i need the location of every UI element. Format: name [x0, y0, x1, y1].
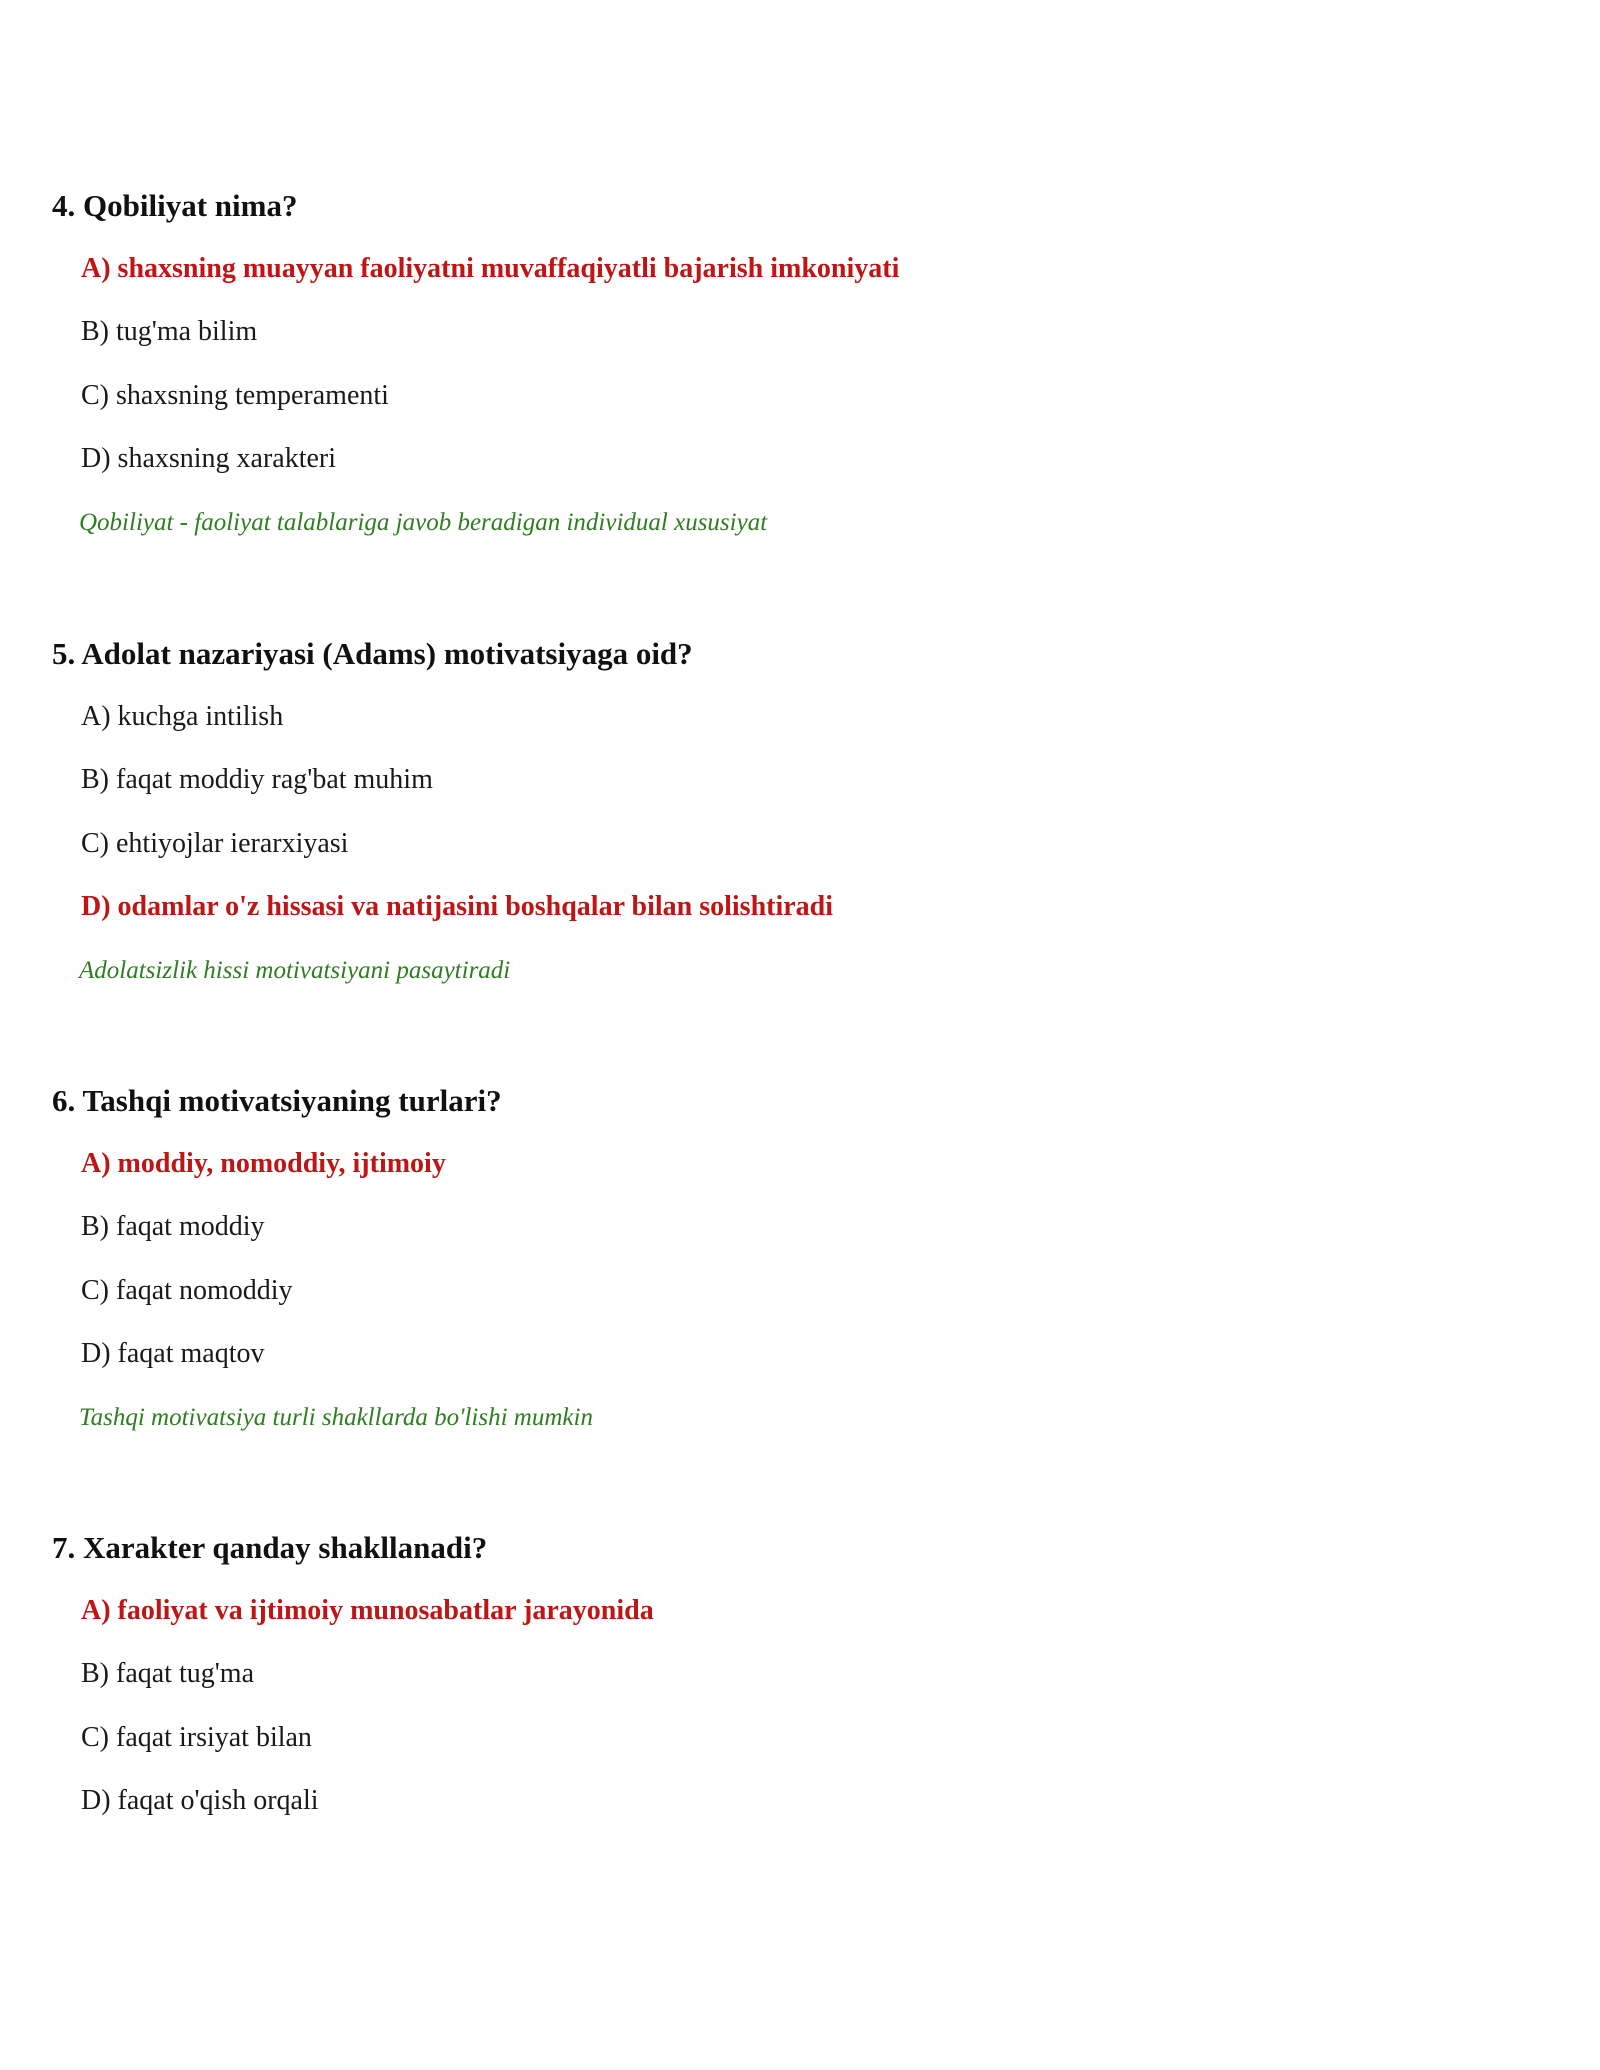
option-c: C) faqat nomoddiy [81, 1275, 293, 1306]
explanation-text: Adolatsizlik hissi motivatsiyani pasaytiradi [79, 957, 511, 984]
option-c: C) faqat irsiyat bilan [81, 1722, 312, 1753]
explanation-text: Tashqi motivatsiya turli shakllarda bo'lishi mumkin [79, 1404, 593, 1431]
question-title: 4. Qobiliyat nima? [52, 188, 298, 223]
question-title: 6. Tashqi motivatsiyaning turlari? [52, 1083, 502, 1118]
option-b: B) tug'ma bilim [81, 316, 258, 347]
option-d: D) faqat o'qish orqali [81, 1785, 319, 1816]
option-c: C) shaxsning temperamenti [81, 380, 389, 411]
explanation-text: Qobiliyat - faoliyat talablariga javob beradigan individual xususiyat [79, 509, 768, 536]
question-title: 7. Xarakter qanday shakllanadi? [52, 1530, 488, 1565]
option-d: D) odamlar o'z hissasi va natijasini boshqalar bilan solishtiradi [81, 891, 834, 922]
option-a: A) moddiy, nomoddiy, ijtimoiy [81, 1148, 446, 1179]
option-b: B) faqat moddiy [81, 1211, 265, 1242]
question-title: 5. Adolat nazariyasi (Adams) motivatsiyaga oid? [52, 636, 693, 671]
option-b: B) faqat tug'ma [81, 1658, 254, 1689]
option-a: A) kuchga intilish [81, 701, 284, 732]
option-a: A) shaxsning muayyan faoliyatni muvaffaqiyatli bajarish imkoniyati [81, 253, 900, 284]
option-b: B) faqat moddiy rag'bat muhim [81, 764, 433, 795]
option-d: D) shaxsning xarakteri [81, 443, 337, 474]
option-c: C) ehtiyojlar ierarxiyasi [81, 828, 349, 859]
option-d: D) faqat maqtov [81, 1338, 265, 1369]
option-a: A) faoliyat va ijtimoiy munosabatlar jarayonida [81, 1595, 654, 1626]
